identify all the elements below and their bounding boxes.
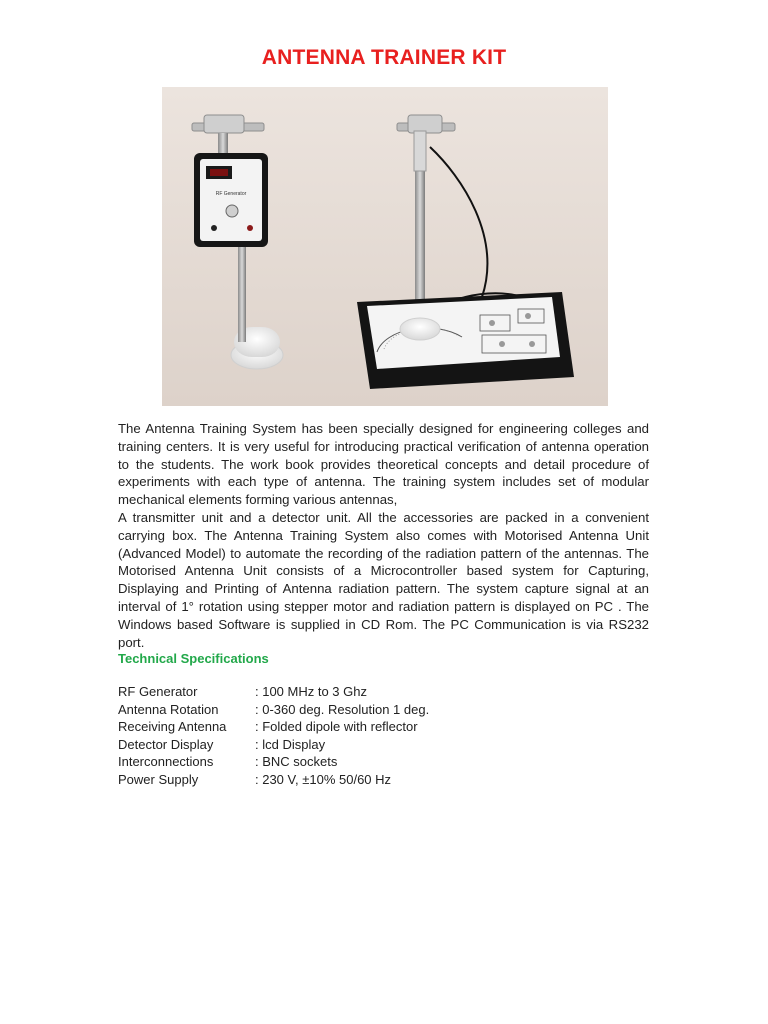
product-photo — [162, 87, 608, 406]
spec-label: Antenna Rotation — [118, 701, 219, 717]
spec-row — [118, 718, 618, 736]
spec-label: Detector Display — [118, 736, 214, 752]
description-paragraph-2: A transmitter unit and a detector unit. All the accessories are packed in a convenient carrying box. The Antenna Training System also comes with Motorised Antenna Unit (Advanced Model) to automate the recording of the radiation pattern of the antennas. The Motorised Antenna Unit consists of a Microcontroller based system for Capturing, Displaying and Printing of Antenna radiation pattern. The system capture signal at an interval of 1° rotation using stepper motor and radiation pattern is displayed on PC . The Windows based Software is supplied in CD Rom. The PC Communication is via RS232 port. — [118, 509, 649, 650]
spec-label: Receiving Antenna — [118, 719, 227, 735]
spec-value: : 0-360 deg. Resolution 1 deg. — [255, 701, 430, 717]
spec-label: RF Generator — [118, 684, 198, 699]
spec-row — [118, 771, 618, 789]
spec-row — [118, 736, 618, 754]
spec-row — [118, 753, 618, 771]
description — [118, 420, 649, 651]
spec-value: : Folded dipole with reflector — [255, 719, 418, 735]
spec-list — [118, 683, 618, 789]
spec-value: : BNC sockets — [255, 754, 338, 770]
spec-label: Power Supply — [118, 771, 199, 787]
spec-row — [118, 683, 618, 701]
description-paragraph-1: The Antenna Training System has been specially designed for engineering colleges and training centers. It is very useful for introducing practical verification of antenna operation to the students. The work book provides theoretical concepts and detail procedure of experiments with each type of antenna. The training system includes set of modular mechanical elements forming various antennas, — [118, 421, 649, 508]
device-label: RF Generator — [215, 191, 247, 197]
spec-value: : 100 MHz to 3 Ghz — [255, 684, 367, 699]
spec-value: : 230 V, ±10% 50/60 Hz — [255, 771, 392, 787]
spec-value: : lcd Display — [255, 736, 326, 752]
spec-row — [118, 701, 618, 719]
page-title: ANTENNA TRAINER KIT — [261, 46, 507, 69]
spec-label: Interconnections — [118, 754, 214, 770]
spec-heading: Technical Specifications — [118, 651, 269, 666]
